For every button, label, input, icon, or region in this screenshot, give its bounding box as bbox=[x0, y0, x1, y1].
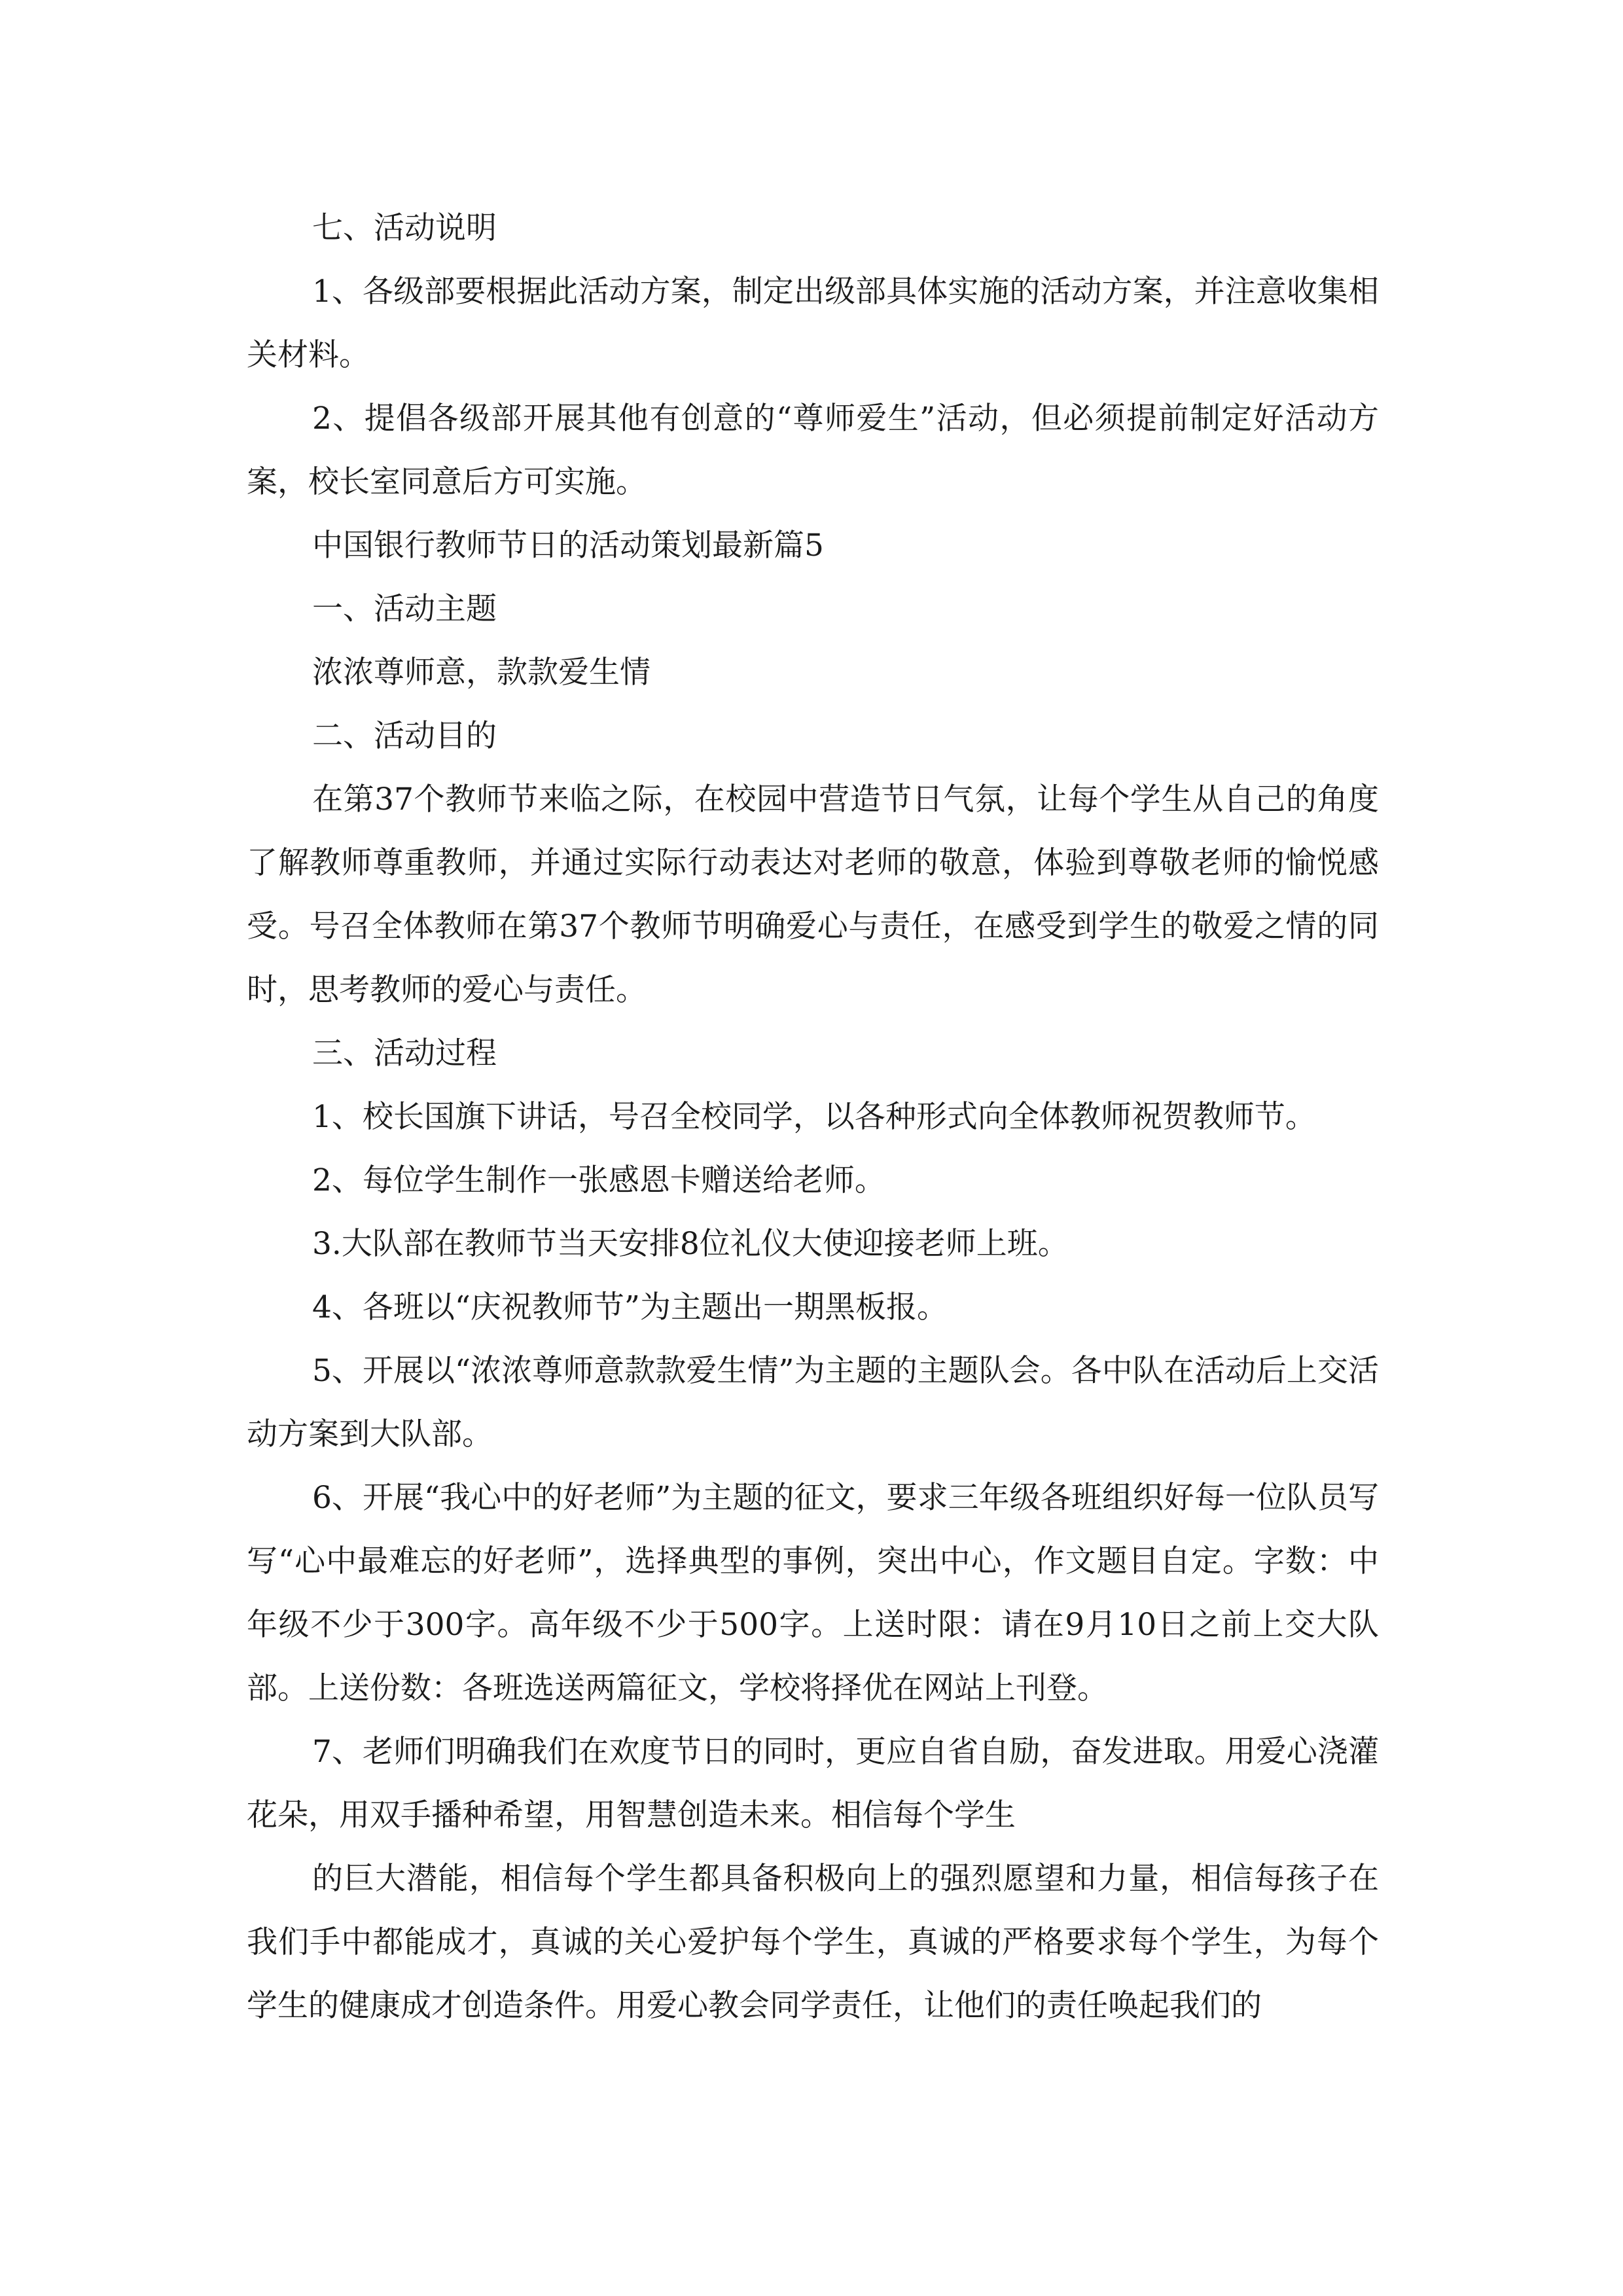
section-heading-process: 三、活动过程 bbox=[312, 1035, 497, 1071]
paragraph-note-2: 2、提倡各级部开展其他有创意的“尊师爱生”活动，但必须提前制定好活动方案，校长室同意后方可实施。 bbox=[247, 401, 1379, 500]
section-heading-theme: 一、活动主题 bbox=[312, 591, 497, 627]
paragraph-process-1: 1、校长国旗下讲话，号召全校同学，以各种形式向全体教师祝贺教师节。 bbox=[312, 1099, 1316, 1135]
paragraph-process-2: 2、每位学生制作一张感恩卡赠送给老师。 bbox=[312, 1162, 885, 1198]
paragraph-theme: 浓浓尊师意，款款爱生情 bbox=[312, 655, 651, 691]
paragraph-purpose: 在第37个教师节来临之际，在校园中营造节日气氛，让每个学生从自己的角度了解教师尊重教师，并通过实际行动表达对老师的敬意，体验到尊敬老师的愉悦感受。号召全体教师在第37个教师节明确爱心与责任，在感受到学生的敬爱之情的同时，思考教师的爱心与责任。 bbox=[247, 781, 1379, 1008]
section-heading-activity-notes: 七、活动说明 bbox=[312, 210, 497, 246]
paragraph-note-1: 1、各级部要根据此活动方案，制定出级部具体实施的活动方案，并注意收集相关材料。 bbox=[247, 274, 1379, 373]
paragraph-process-4: 4、各班以“庆祝教师节”为主题出一期黑板报。 bbox=[312, 1289, 948, 1325]
article-title: 中国银行教师节日的活动策划最新篇5 bbox=[312, 528, 824, 564]
paragraph-process-3: 3.大队部在教师节当天安排8位礼仪大使迎接老师上班。 bbox=[312, 1226, 1069, 1262]
paragraph-process-6: 6、开展“我心中的好老师”为主题的征文，要求三年级各班组织好每一位队员写写“心中最难忘的好老师”，选择典型的事例，突出中心，作文题目自定。字数：中年级不少于300字。高年级不少于500字。上送时限：请在9月10日之前上交大队部。上送份数：各班选送两篇征文，学校将择优在网站上刊登。 bbox=[247, 1480, 1379, 1706]
document-body bbox=[247, 196, 1379, 2037]
section-heading-purpose: 二、活动目的 bbox=[312, 718, 497, 754]
paragraph-process-5: 5、开展以“浓浓尊师意款款爱生情”为主题的主题队会。各中队在活动后上交活动方案到大队部。 bbox=[247, 1353, 1379, 1452]
paragraph-continuation: 的巨大潜能，相信每个学生都具备积极向上的强烈愿望和力量，相信每孩子在我们手中都能成才，真诚的关心爱护每个学生，真诚的严格要求每个学生，为每个学生的健康成才创造条件。用爱心教会同学责任，让他们的责任唤起我们的 bbox=[247, 1861, 1379, 2024]
paragraph-process-7: 7、老师们明确我们在欢度节日的同时，更应自省自励，奋发进取。用爱心浇灌花朵，用双手播种希望，用智慧创造未来。相信每个学生 bbox=[247, 1734, 1379, 1833]
